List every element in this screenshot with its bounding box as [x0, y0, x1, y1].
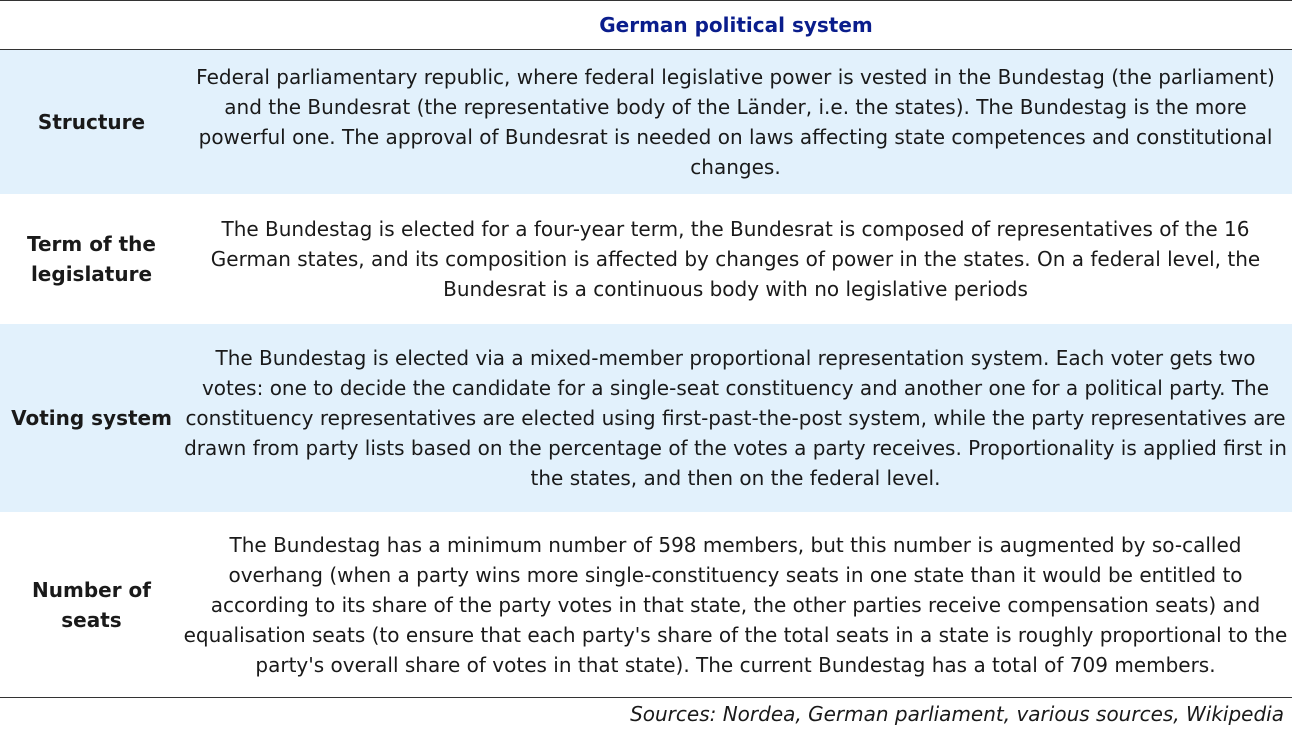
- table-row-voting-system: [0, 324, 1292, 512]
- table-row-term: [0, 194, 1292, 324]
- row-description: Federal parliamentary republic, where federal legislative power is vested in the Bundestag (the parliament) and the Bundesrat (the representative body of the Länder, i.e. the states). The Bundestag is the more powerful one. The approval of Bundesrat is needed on laws affecting state competences and constitutional changes.: [196, 65, 1275, 179]
- row-description: The Bundestag has a minimum number of 598 members, but this number is augmented by so-called overhang (when a party wins more single-constituency seats in one state than it would be entitled to according to its share of the party votes in that state, the other parties receive compensation seats) and equalisation seats (to ensure that each party's share of the total seats in a state is roughly proportional to the party's overall share of votes in that state). The current Bundestag has a total of 709 members.: [183, 532, 1288, 677]
- row-label: Structure: [37, 110, 146, 134]
- row-description: The Bundestag is elected for a four-year term, the Bundesrat is composed of representatives of the 16 German states, and its composition is affected by changes of power in the states. On a federal level, the Bundesrat is a continuous body with no legislative periods: [210, 217, 1261, 301]
- row-label: Term of the legislature: [27, 232, 156, 286]
- row-label: Number of seats: [32, 577, 151, 632]
- table-footer: [0, 697, 1292, 729]
- row-description: The Bundestag is elected via a mixed-member proportional representation system. Each voter gets two votes: one to decide the candidate for a single-seat constituency and another one for a political party. The constituency representatives are elected using first-past-the-post system, while the party representatives are drawn from party lists based on the percentage of the votes a party receives. Proportionality is applied first in the states, and then on the federal level.: [184, 346, 1287, 490]
- row-label: Voting system: [11, 406, 172, 430]
- table-row-structure: [0, 50, 1292, 194]
- table-row-seats: [0, 512, 1292, 697]
- table-header: [0, 0, 1292, 50]
- source-note: Sources: Nordea, German parliament, various sources, Wikipedia: [630, 701, 1284, 726]
- table-title: German political system: [599, 13, 873, 37]
